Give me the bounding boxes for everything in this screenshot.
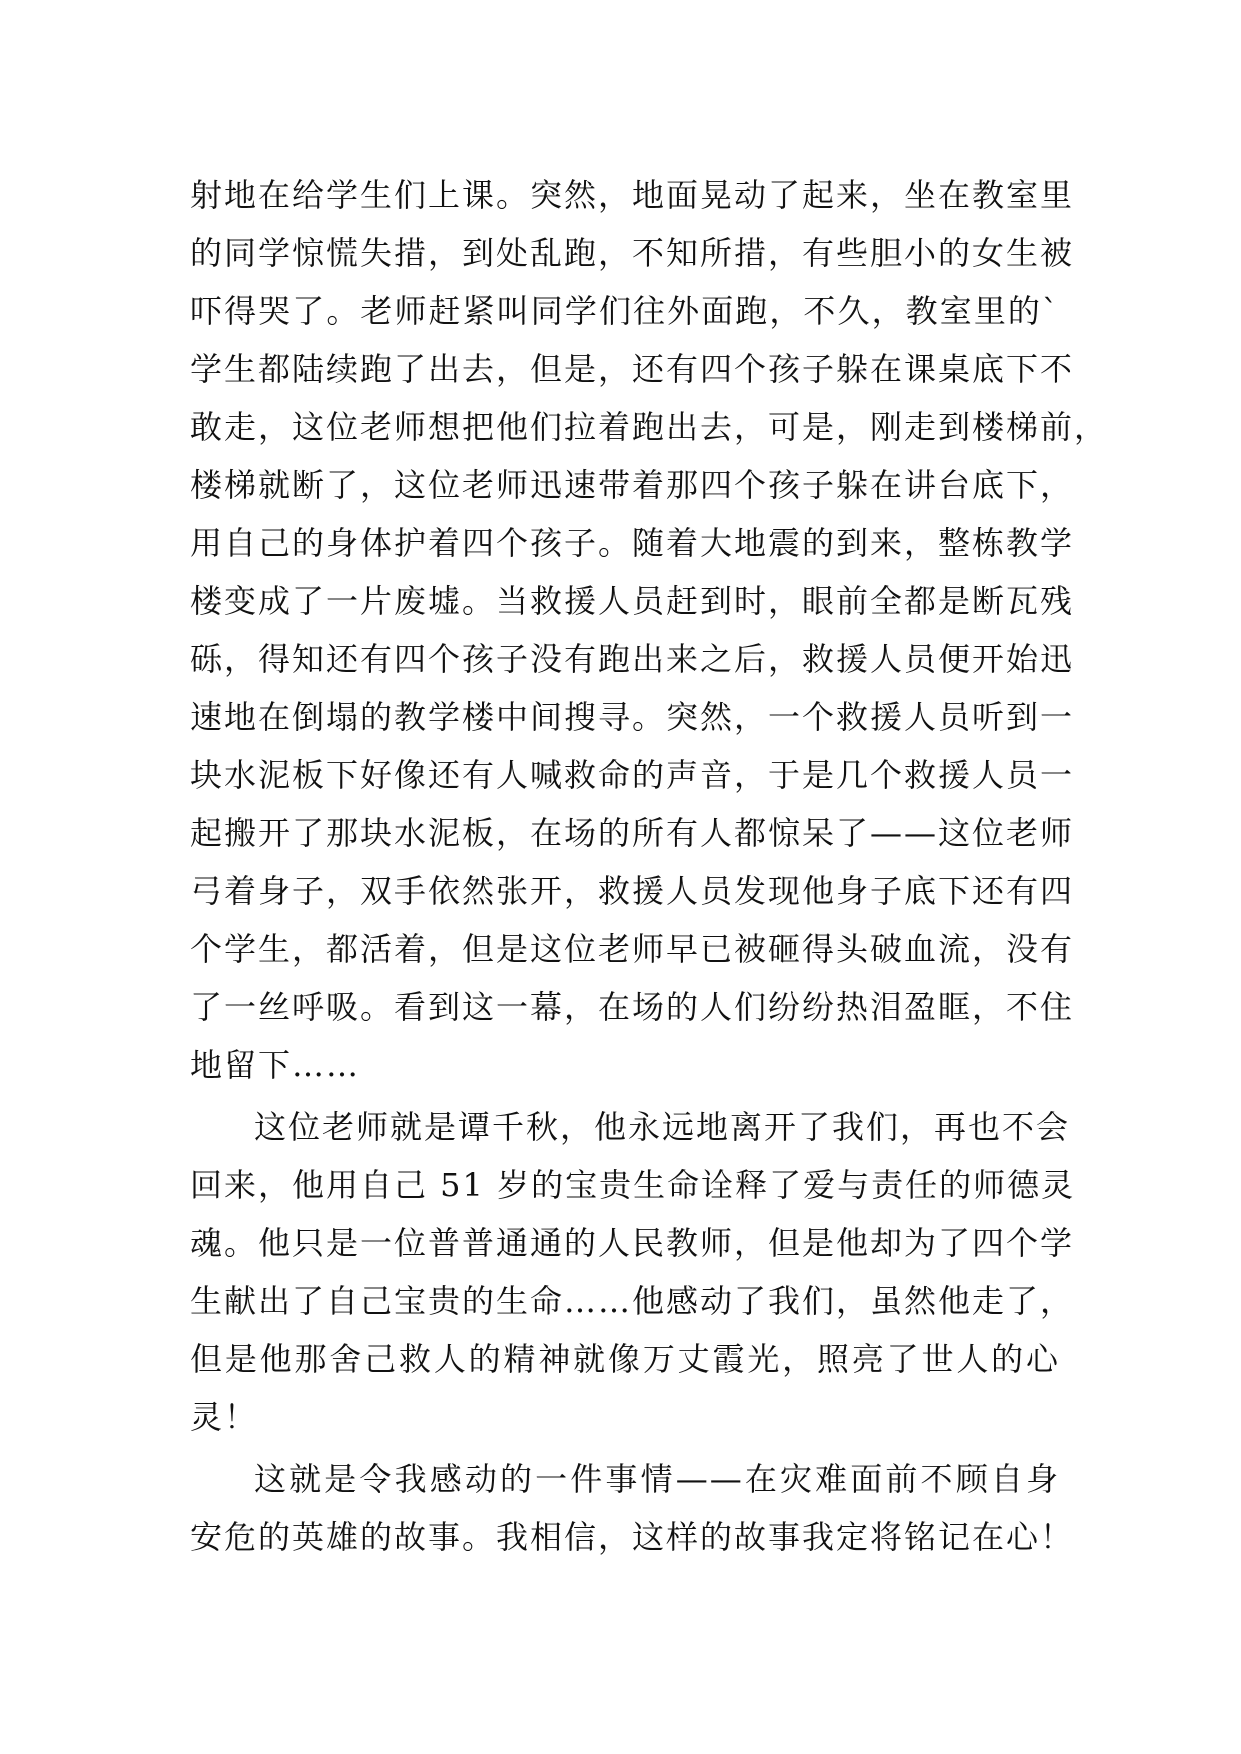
text-line: 安危的英雄的故事。我相信，这样的故事我定将铭记在心！ <box>190 1518 1075 1556</box>
paragraph-2 <box>190 1098 1076 1446</box>
text-line: 地留下…… <box>190 1046 361 1084</box>
text-line: 速地在倒塌的教学楼中间搜寻。突然，一个救援人员听到一 <box>190 698 1075 736</box>
text-line: 魂。他只是一位普普通通的人民教师，但是他却为了四个学 <box>190 1224 1075 1262</box>
paragraph-3 <box>190 1450 1075 1566</box>
text-line: 个学生，都活着，但是这位老师早已被砸得头破血流，没有 <box>190 930 1075 968</box>
text-line: 回来，他用自己 51 岁的宝贵生命诠释了爱与责任的师德灵 <box>190 1166 1076 1204</box>
text-line: 起搬开了那块水泥板，在场的所有人都惊呆了——这位老师 <box>190 814 1075 852</box>
text-line: 用自己的身体护着四个孩子。随着大地震的到来，整栋教学 <box>190 524 1075 562</box>
text-line: 块水泥板下好像还有人喊救命的声音，于是几个救援人员一 <box>190 756 1075 794</box>
text-line: 了一丝呼吸。看到这一幕，在场的人们纷纷热泪盈眶，不住 <box>190 988 1075 1026</box>
text-line: 射地在给学生们上课。突然，地面晃动了起来，坐在教室里 <box>190 176 1075 214</box>
text-line: 的同学惊慌失措，到处乱跑，不知所措，有些胆小的女生被 <box>190 234 1075 272</box>
document-body <box>190 166 1109 1566</box>
text-line: 灵！ <box>190 1398 259 1436</box>
text-line: 楼变成了一片废墟。当救援人员赶到时，眼前全都是断瓦残 <box>190 582 1075 620</box>
text-line: 这位老师就是谭千秋，他永远地离开了我们，再也不会 <box>254 1108 1071 1146</box>
text-line: 吓得哭了。老师赶紧叫同学们往外面跑，不久，教室里的` <box>190 292 1060 330</box>
text-line: 生献出了自己宝贵的生命……他感动了我们，虽然他走了， <box>190 1282 1075 1320</box>
text-line: 砾，得知还有四个孩子没有跑出来之后，救援人员便开始迅 <box>190 640 1075 678</box>
text-line: 敢走，这位老师想把他们拉着跑出去，可是，刚走到楼梯前， <box>190 408 1109 446</box>
text-line: 楼梯就断了，这位老师迅速带着那四个孩子躲在讲台底下， <box>190 466 1075 504</box>
text-line: 这就是令我感动的一件事情——在灾难面前不顾自身 <box>254 1460 1060 1498</box>
text-line: 但是他那舍己救人的精神就像万丈霞光，照亮了世人的心 <box>190 1340 1060 1378</box>
paragraph-1 <box>190 166 1109 1094</box>
text-line: 弓着身子，双手依然张开，救援人员发现他身子底下还有四 <box>190 872 1075 910</box>
text-line: 学生都陆续跑了出去，但是，还有四个孩子躲在课桌底下不 <box>190 350 1075 388</box>
